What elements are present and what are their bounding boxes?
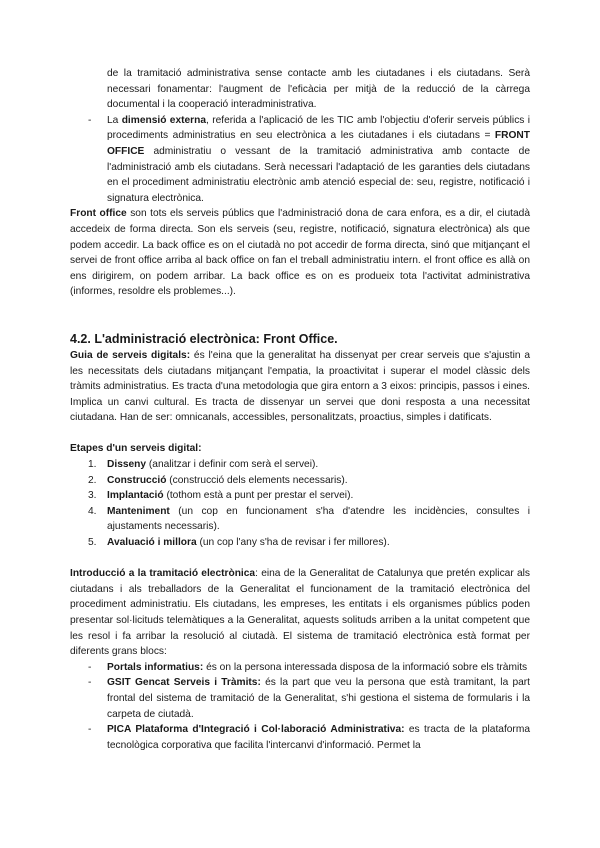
guia-paragraph: Guia de serveis digitals: és l'eina que la generalitat ha dissenyat per crear serveis que s'ajustin a les necessitats dels ciutadans mitjançant l'empatia, la proactivitat i superar el model clàssic dels tràmits administratius. Es tracta d'una metodologia que gira entorn a 3 eixos: principis, passos i eines. Implica un canvi cultural. Es tracta de dissenyar un servei que doni resposta a una necessitat ciutadana. Han de ser: omnicanals, accessibles, personalitzats, proactius, simples i datificats. <box>70 349 531 424</box>
intro-paragraph: de la tramitació administrativa sense contacte amb les ciutadanes i els ciutadans. Serà necessari fonamentar: l'augment de l'eficàcia per mitjà de la reducció de la càrrega documental i la cooperació interadministrativa. <box>107 68 530 111</box>
term-front-office-caps: FRONT OFFICE <box>107 130 530 157</box>
etapa-item: 1. Disseny (analitzar i definir com serà el servei). <box>88 459 319 471</box>
etapes-title: Etapes d'un serveis digital: <box>70 443 202 455</box>
term-guia-serveis: Guia de serveis digitals: <box>70 349 191 361</box>
document-body <box>70 66 530 753</box>
front-office-paragraph: Front office son tots els serveis públics que l'administració dona de cara enfora, es a dir, el ciutadà accedeix de forma directa. Son els serveis (seu, registre, notificació, signatura electrònica) als que podem accedir. La back office es on el ciutadà no pot accedir de forma directa, sinó que mitjançant el servei de front office arriba al back office on fan el treball administratiu intern. el front office es allà on ens dirigirem, on podem arribar. La back office es on es produeix tota l'activitat administrativa (informes, resoldre els problemes...). <box>70 208 531 298</box>
etapa-item: 5. Avaluació i millora (un cop l'any s'ha de revisar i fer millores). <box>88 537 390 549</box>
term-tramitacio: Introducció a la tramitació electrònica <box>70 568 256 580</box>
term-dimensio-externa: dimensió externa <box>121 114 207 126</box>
list-item-pica: - PICA Plataforma d'Integració i Col·laboració Administrativa: es tracta de la plataforma tecnològica corporativa que facilita l'intercanvi d'informació. Permet la <box>88 724 530 751</box>
etapa-item: 3. Implantació (tothom està a punt per prestar el servei). <box>88 490 354 502</box>
etapa-item: 4. Manteniment (un cop en funcionament s'ha d'atendre les incidències, consultes i ajustaments necessaris). <box>88 505 530 533</box>
list-bullet: - <box>88 114 92 126</box>
section-heading: 4.2. L'administració electrònica: Front Office. <box>70 331 338 346</box>
list-item-portals: - Portals informatius: és on la persona interessada disposa de la informació sobre els tràmits <box>88 661 528 673</box>
list-item-gsit: - GSIT Gencat Serveis i Tràmits: és la part que veu la persona que està tramitant, la part frontal del sistema de tramitació de la Generalitat, s'hi gestiona el sistema de formularis i la carpeta de ciutadà. <box>88 677 530 720</box>
term-front-office: Front office <box>70 208 127 220</box>
tramitacio-paragraph: Introducció a la tramitació electrònica: eina de la Generalitat de Catalunya que pretén explicar als ciutadans i als treballadors de la Generalitat el funcionament de la tramitació electrònica del procediment administratiu. Els ciutadans, les empreses, les entitats i els organismes públics poden presentar sol·licituds telemàtiques a la Generalitat, aquests solituds arriben a la unitat competent que les resol i fa arribar la resolució al ciutadà. El sistema de tramitació electrònica està format per diferents grans blocs: <box>70 568 530 658</box>
list-item-dimensio-externa: - La dimensió externa, referida a l'aplicació de les TIC amb l'objectiu d'oferir serveis públics i procediments administratius en seu electrònica a les ciutadanes i els ciutadans = FRONT OFFICE administratiu o vessant de la tramitació administrativa amb contacte de l'administració amb els ciutadans. Serà necessari l'adaptació de les garanties dels ciutadans en el procediment administratiu electrònic amb atenció especial de: seu, registre, notificació i signatura electrònica. <box>88 114 531 204</box>
etapa-item: 2. Construcció (construcció dels elements necessaris). <box>88 474 348 486</box>
